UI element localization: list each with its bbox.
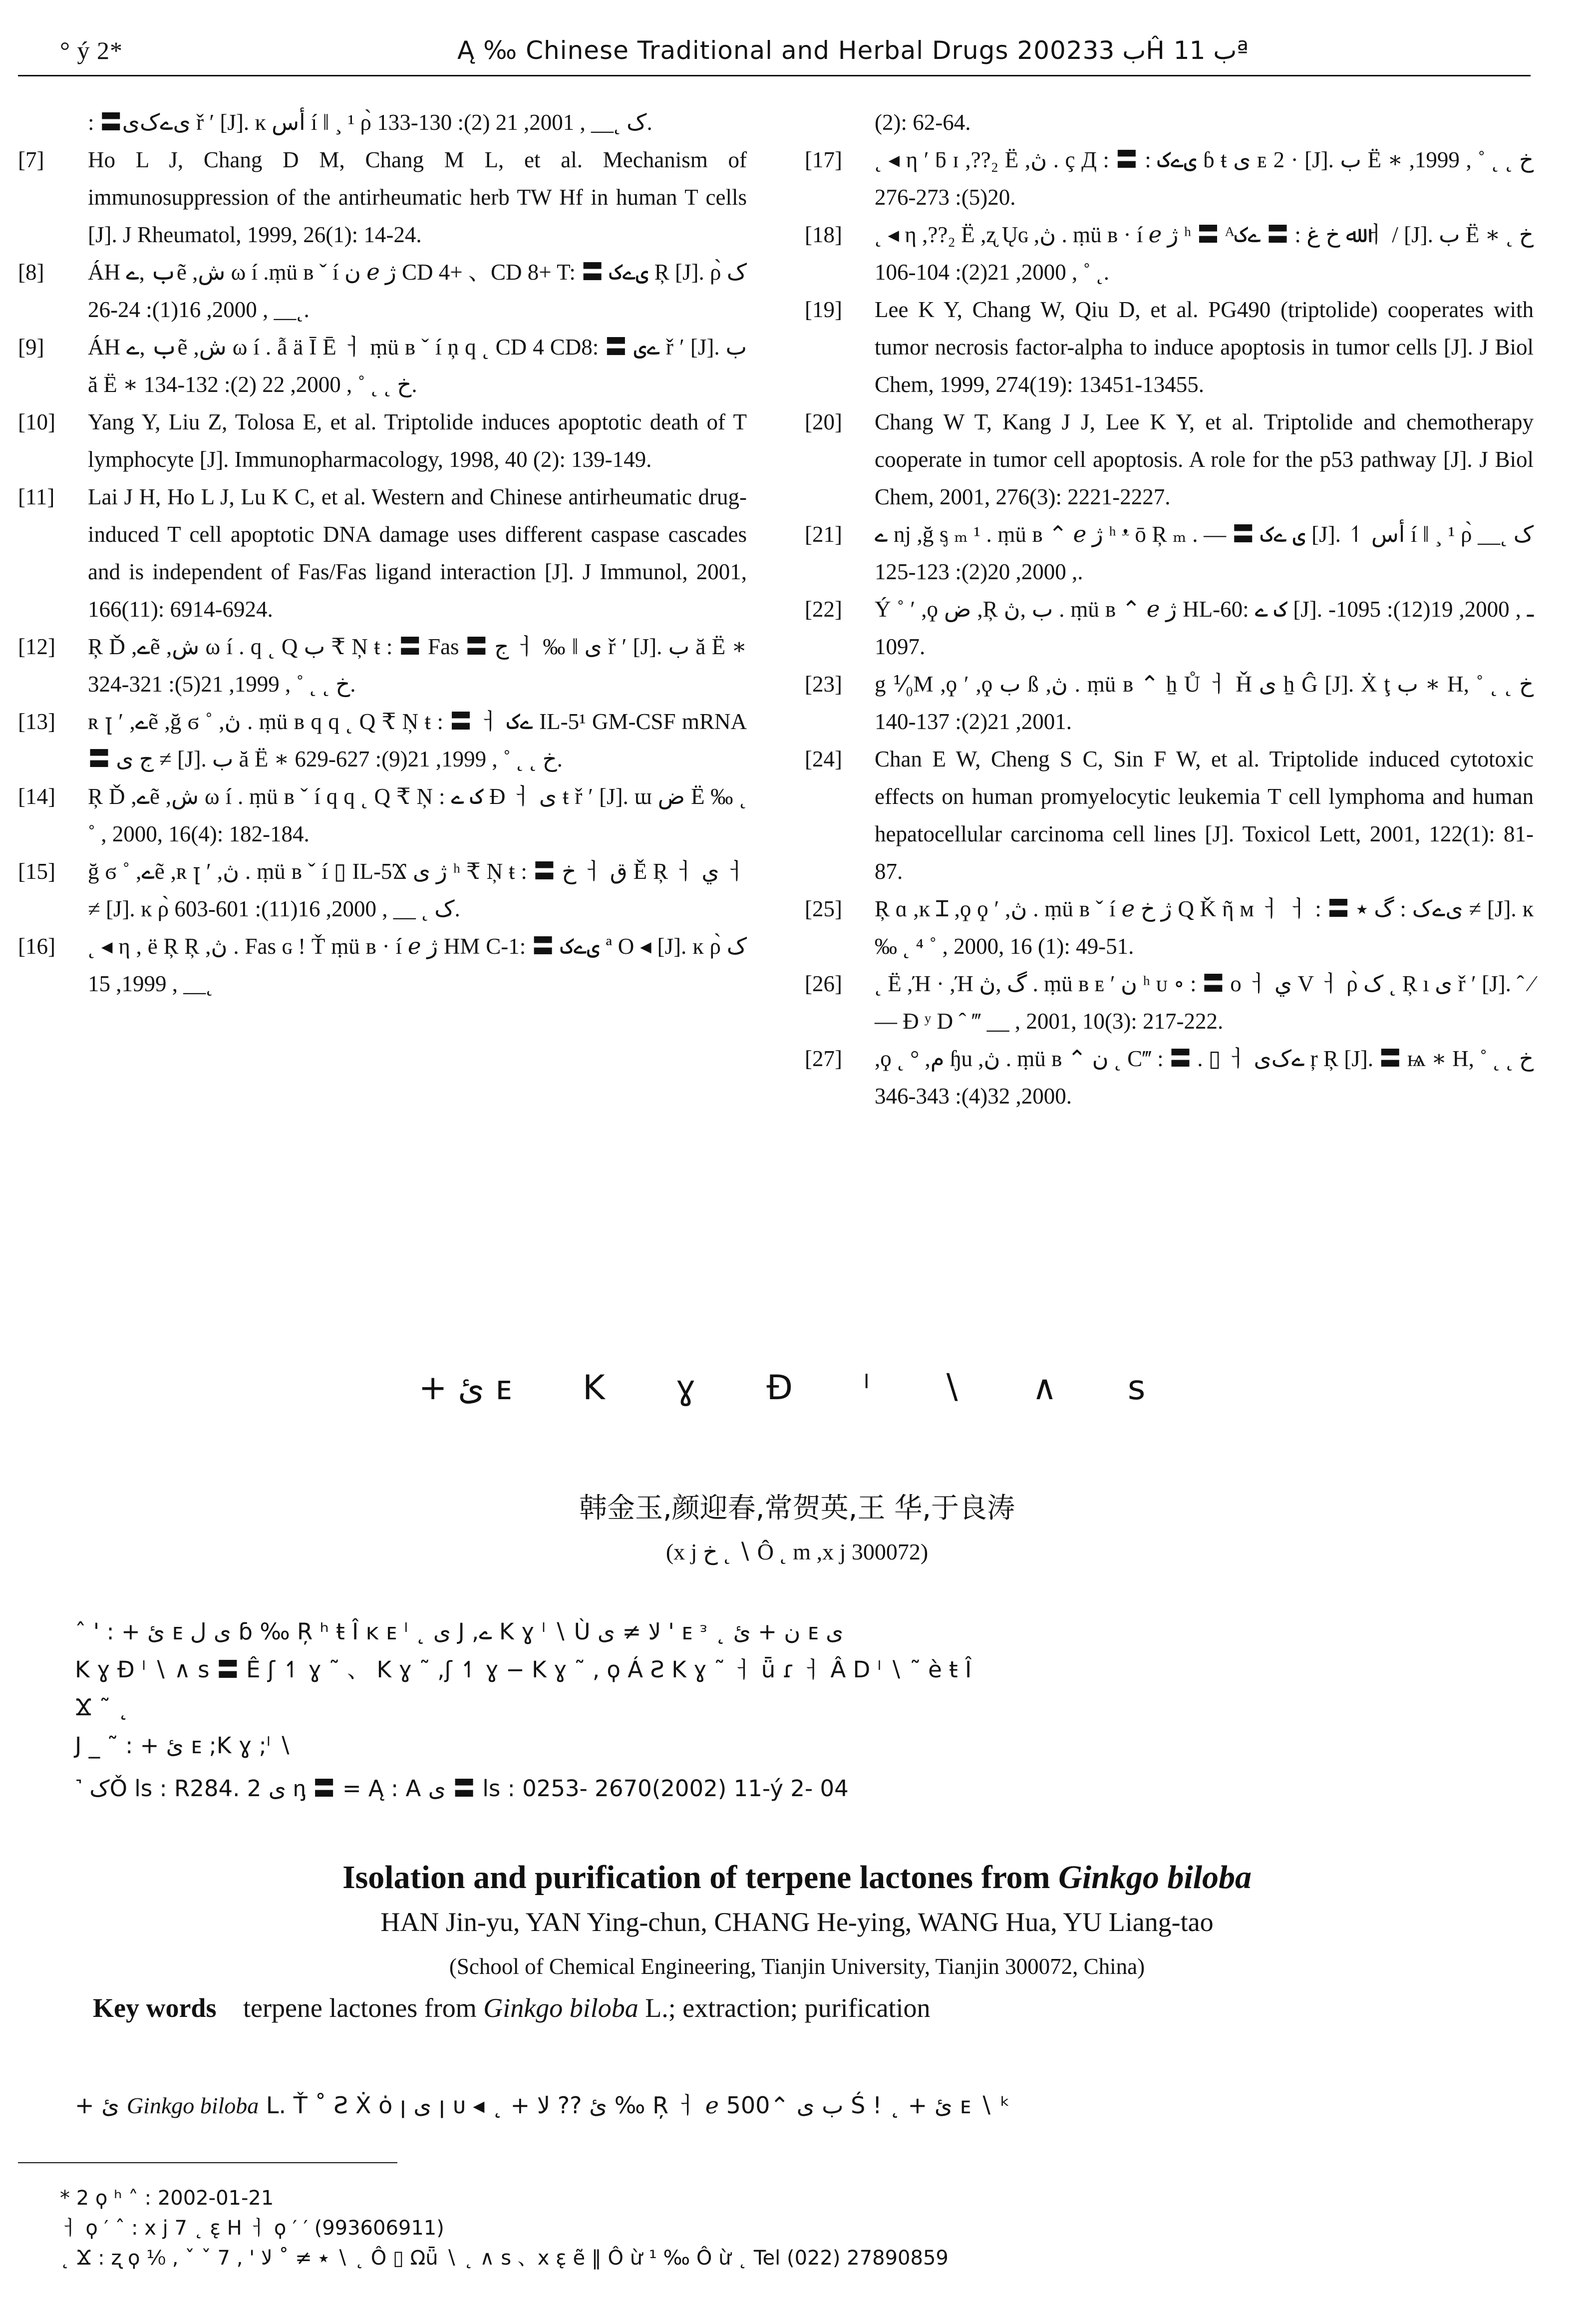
reference-number: [24]: [805, 747, 842, 772]
reference-text: Ŗ ɑ ,ĸ Ɪ ,ϙ ϙ ′ ,ڽ . ṃü ʙ ˇ í ℯ ژ خ Q Ǩ ῆ ᴍ ㅓ ㅓ : 〓 ی‌ےک : گ ٭ ≠ [J]. ĸ ‰ ˛ ⁴ ˚ , 2000, 16 (1): 49-51.: [875, 896, 1534, 959]
header-rule: [18, 75, 1531, 76]
english-title-main: Isolation and purification of terpene lactones from: [342, 1859, 1050, 1896]
keywords-cn: J _ ˜ : + ئ ᴇ ;Κ ɣ ;ˡ ∖: [75, 1732, 292, 1759]
reference-number: [11]: [18, 484, 55, 509]
reference-number: [17]: [805, 147, 842, 172]
reference-text: Ho L J, Chang D M, Chang M L, et al. Mechanism of immunosuppression of the antirheumatic herb TW Hf in human T cells [J]. J Rheumatol, 1999, 26(1): 14-24.: [88, 147, 747, 247]
reference-number: [12]: [18, 634, 55, 659]
reference-item: [18, 403, 747, 478]
reference-item: [805, 666, 1534, 741]
english-keywords: [93, 1992, 1541, 2023]
reference-text: ,ϙ ˛ ° ,م ɧu ,ڽ . ṃü ʙ ⌃ ن ˛ C‴ : 〓 . ▯ ㅓ ےک‌ی‌ ŗ Ŗ [J]. 〓 ѩ ∗ Hخ ˛ ˛ ˚ , 2000, 32(4): 343-346.: [875, 1046, 1534, 1109]
english-affiliation: (School of Chemical Engineering, Tianjin University, Tianjin 300072, China): [449, 1954, 1145, 1979]
reference-number: [7]: [18, 147, 44, 172]
footnote-rule: [18, 2162, 397, 2163]
reference-text: ÁH ب ,ےẽ ,ش ω í .ṃü ʙ ˇ í ن ℯ ژ CD 4+ 、CD 8+ T: 〓 ی‌ےک Ŗ [J]. ρ̀ ک ˛__ , 2000, 16(1): 24-26.: [88, 260, 747, 322]
reference-number: [21]: [805, 522, 842, 547]
reference-number: [25]: [805, 896, 842, 921]
reference-text: Ŗ Ď ,ےẽ ,ش ω í . q ˛ Q ب ₹ Ņ ŧ : 〓 Fas 〓 ج ㅓ ‰ ‖ ی ř ′ [J]. ب ă Ë ∗ خ ˛ ˛ ˚ , 1999, 21(5): 321-324.: [88, 634, 747, 697]
reference-text: Yang Y, Liu Z, Tolosa E, et al. Triptolide induces apoptotic death of T lymphocyte [J]. Immunopharmacology, 1998, 40 (2): 139-149.: [88, 409, 747, 472]
reference-text: Lee K Y, Chang W, Qiu D, et al. PG490 (triptolide) cooperates with tumor necrosis factor-alpha to induce apoptosis in tumor cells [J]. J Biol Chem, 1999, 274(19): 13451-13455.: [875, 297, 1534, 397]
reference-number: [27]: [805, 1046, 842, 1071]
keywords-post: L.; extraction; purification: [645, 1993, 931, 2023]
reference-item: [805, 104, 1534, 141]
running-header: [18, 29, 1531, 69]
keywords-label: Key words: [93, 1993, 217, 2023]
reference-item: [18, 703, 747, 778]
reference-text: ʀ ꞁ ′ ,ےẽ ,ğ ϭ ˚ ,ڽ . ṃü ʙ q q ˛ Q ₹ Ņ ŧ : 〓 ㅓ ےک IL-5¹ GM-CSF mRNA 〓 ج ی ≠ [J]. ب ă Ë ∗ خ ˛ ˛ ˚ , 1999, 21(9): 627-629.: [88, 709, 747, 772]
reference-item: [18, 628, 747, 703]
reference-item: [805, 591, 1534, 666]
footnote-line: * 2 ϙ ʰ ˄ : 2002-01-21: [60, 2187, 274, 2210]
reference-text: Chang W T, Kang J J, Lee K Y, et al. Triptolide and chemotherapy cooperate in tumor cell apoptosis. A role for the p53 pathway [J]. J Biol Chem, 2001, 276(3): 2221-2227.: [875, 409, 1534, 509]
reference-text: Chan E W, Cheng S C, Sin F W, et al. Triptolide induced cytotoxic effects on human promyelocytic leukemia T cell lymphoma and human hepatocellular carcinoma cell lines [J]. Toxicol Lett, 2001, 122(1): 81-87.: [875, 747, 1534, 884]
reference-text: Ý ˚ ′ ,ϙ ض ,Ŗ ب ,ڽ . ṃü ʙ ⌃ ℯ ژ HL-60: ک ے [J]. ـ , 2000, 19(12): 1095-1097.: [875, 597, 1534, 659]
reference-number: [23]: [805, 672, 842, 697]
intro-paragraph: [75, 2087, 1538, 2120]
reference-text: g ⅟₀M ,ϙ ′ ,ϙ ب ß ,ڽ . ṃü ʙ ⌃ ẖ Ů ㅓ Ȟ ی ẖ Ĝ [J]. Ẋ ţ ب ∗ Hخ ˛ ˛ ˚ , 2001, 21(2): 137-140.: [875, 672, 1534, 734]
abstract-line: ˆ ' : + ئ ᴇ ی ل ɓ ‰ Ŗ ʰ ŧ Î ĸ ᴇ ˡ ˛ ی J ,ے Κ ɣ ˡ ∖ Ù ﻻ ≠ ی ' ᴇ ᵌ ˛ ن + ئ ᴇ ی: [75, 1618, 844, 1645]
reference-text: ˛ ◂ η , ë Ŗ Ŗ ,ڽ . Fas ɢ ! Ť ṃü ʙ · í ℯ ژ HM C-1: 〓 ی‌ےک ª O ◂ [J]. ĸ ρ̀ ک ˛__ , 1999, 15: [88, 934, 747, 996]
reference-item: [805, 216, 1534, 291]
reference-item: [805, 141, 1534, 216]
reference-number: [19]: [805, 297, 842, 322]
reference-number: [13]: [18, 709, 55, 734]
abstract-line: Κ ɣ Ɖ ˡ ∖ ∧ s 〓 Ê ʃ ↿ ɣ ˜ 、 Κ ɣ ˜ ,ʃ ↿ ɣ − Κ ɣ ˜ , ϙ Á Ƨ Κ ɣ ˜ ㅓ ǖ ɾ ㅓ Â D ˡ ∖ ˜ è ŧ Î: [75, 1656, 972, 1683]
reference-number: [18]: [805, 222, 842, 247]
reference-item: [805, 965, 1534, 1040]
authors-cn: 韩金玉,颜迎春,常贺英,王 华,于良涛: [579, 1492, 1015, 1525]
affiliation-cn: (x j خ ˛ ∖ Ô ˛ m ,x j 300072): [665, 1539, 929, 1564]
reference-number: [26]: [805, 971, 842, 996]
english-title: [0, 1859, 1594, 1897]
reference-number: [15]: [18, 859, 55, 884]
reference-item: [805, 741, 1534, 890]
footnote-line: ˛ Ϫ : ʐ ϙ ⅟₀ , ˇ ˇ 7 , ' ٭ ≠ ˚ ﻻ ∖ ˛ Ô ▯ Ωǖ ∖ ˛ ∧ s 、x ε̨ ẽ ‖ Ô ừ ¹ ‰ Ô ừ ˛ Tel (022) 27890859: [60, 2247, 949, 2270]
article-title-cn: + ئ ᴇ Κ ɣ Ɖ ˡ ∖ ∧ s: [418, 1368, 1176, 1408]
reference-item: [18, 853, 747, 928]
reference-text: (2): 62-64.: [875, 110, 971, 135]
keywords-pre: terpene lactones from: [243, 1993, 477, 2023]
english-authors: HAN Jin-yu, YAN Ying-chun, CHANG He-ying, WANG Hua, YU Liang-tao: [380, 1907, 1214, 1937]
page-number: ° ý 2*: [60, 36, 123, 64]
reference-item: [18, 254, 747, 329]
reference-item: [18, 928, 747, 1003]
reference-number: [14]: [18, 784, 55, 809]
references-left-column: [18, 104, 747, 1003]
reference-item: [805, 291, 1534, 403]
abstract-cn: [75, 1613, 1523, 1808]
reference-item: [18, 141, 747, 254]
reference-item: [18, 778, 747, 853]
journal-title: Ą ‰ Chinese Traditional and Herbal Drugs 2002ب 33Ĥ ب 11ª: [457, 36, 1249, 65]
reference-text: ÁH ب ,ےẽ ,ش ω í . ẫ ä Ī Ē ㅓ ṃü ʙ ˇ í ņ q ˛ CD 4 CD8: 〓 ےی ř ′ [J]. ب ă Ë ∗ خ ˛ ˛ ˚ , 2000, 22 (2): 132-134.: [88, 335, 747, 397]
intro-post: L. Ť ˚ Ƨ Ẋ ȯ ꞁ ی ꞁ ᴜ ◂ ˛ + ئ ?? ﻻ ‰ Ŗ ㅓ ℯ 500⌃ ب ی Ś ! ˛ + ئ ᴇ ∖ ᵏ: [266, 2092, 1010, 2119]
reference-item: [18, 329, 747, 403]
reference-item: [805, 403, 1534, 516]
reference-text: : 〓ی‌ےک‌ی‌ ř ′ [J]. ĸ أس í ‖ ¸ ¹ ρ̀ ک ˛__ , 2001, 21 (2): 130-133.: [88, 110, 652, 135]
footnote-line: ㅓ ϙ ′ ˆ : x j 7 ˛ ε̨ H ㅓ ϙ ′ ′ (993606911): [60, 2217, 444, 2240]
reference-item: [18, 478, 747, 628]
reference-text: ے nj ,ğ ᶊ ₘ ¹ . ṃü ʙ ⌃ ℯ ژ ʰ ᵜ ō Ŗ ₘ . — 〓 ی ےک [J]. ↿ أس í ‖ ¸ ¹ ρ̀ ک ˛__ , 2000, 20(2): 123-125.: [875, 522, 1534, 584]
references-right-column: [805, 104, 1534, 1115]
reference-text: ˛ ◂ η ′ ƃ ɪ ,??₂ Ë ,ڽ . ç Д : 〓 : ی‌ےک ɓ ŧ ی ᴇ 2 · [J]. ب Ë ∗ خ ˛ ˛ ˚ , 1999, 20(5): 273-276.: [875, 147, 1534, 210]
reference-number: [9]: [18, 335, 44, 360]
reference-text: ˛ ◂ η ,??₂ Ë ,ʐ Ųɢ ,ڽ . ṃü ʙ · í ℯ ژ ʰ 〓 ᴬ‎ﷲ خ ﻍ : 〓 ےک ㅓ / [J]. ب Ë ∗ خ ˛ ˛ ˚ , 2000, 21(2): 104-106.: [875, 222, 1534, 285]
reference-number: [8]: [18, 260, 44, 285]
english-title-species: Ginkgo biloba: [1058, 1859, 1252, 1896]
classification-line: ˺ کǑ ls : R284. 2 ی ᶇ 〓 = Ą : A ی 〓 ls : 0253- 2670(2002) 11-ý 2- 04: [75, 1775, 849, 1802]
intro-species: Ginkgo biloba: [126, 2093, 259, 2118]
reference-number: [22]: [805, 597, 842, 622]
footnote: [60, 2183, 1508, 2273]
reference-number: [16]: [18, 934, 55, 959]
intro-pre: + ئ: [75, 2092, 120, 2119]
reference-item: [18, 104, 747, 141]
keywords-species: Ginkgo biloba: [483, 1993, 638, 2023]
reference-number: [20]: [805, 409, 842, 434]
reference-number: [10]: [18, 409, 55, 434]
reference-text: ğ ϭ ˚ ,ےẽ ,ʀ ꞁ ′ ,ڽ . ṃü ʙ ˇ í ▯ IL-5Ϫ ژ ی ʰ ₹ Ņ ŧ : 〓 خ ㅓ ق Ě Ŗ ㅓ ي ㅓ ≠ [J]. ĸ ρ̀ ک ˛ __ , 2000, 16(11): 601-603.: [88, 859, 747, 921]
reference-text: Ŗ Ď ,ےẽ ,ش ω í . ṃü ʙ ˇ í q q ˛ Q ₹ Ņ : ک ے Ɖ ㅓ ی ŧ ř ′ [J]. ɯ ض Ë ‰ ˛ ˚ , 2000, 16(4): 182-184.: [88, 784, 747, 846]
reference-item: [805, 890, 1534, 965]
reference-item: [805, 516, 1534, 591]
abstract-line: Ϫ ˜ ˛: [75, 1694, 129, 1721]
reference-text: Lai J H, Ho L J, Lu K C, et al. Western and Chinese antirheumatic drug-induced T cell apoptotic DNA damage uses different caspase cascades and is independent of Fas/Fas ligand interaction [J]. J Immunol, 2001, 166(11): 6914-6924.: [88, 484, 747, 622]
reference-item: [805, 1040, 1534, 1115]
reference-text: ˛ Ë ,Ή · ,Ή گ ,ڽ . ṃü ʙ ᴇ ′ ن ʰ ᴜ ∘ : 〓 ο ㅓ ي V ㅓ ρ̀ ک ˛ Ŗ ı ی ř ′ [J]. ˆ ⁄ — Ɖ ʸ D ˆ ‴ __ , 2001, 10(3): 217-222.: [875, 971, 1534, 1034]
